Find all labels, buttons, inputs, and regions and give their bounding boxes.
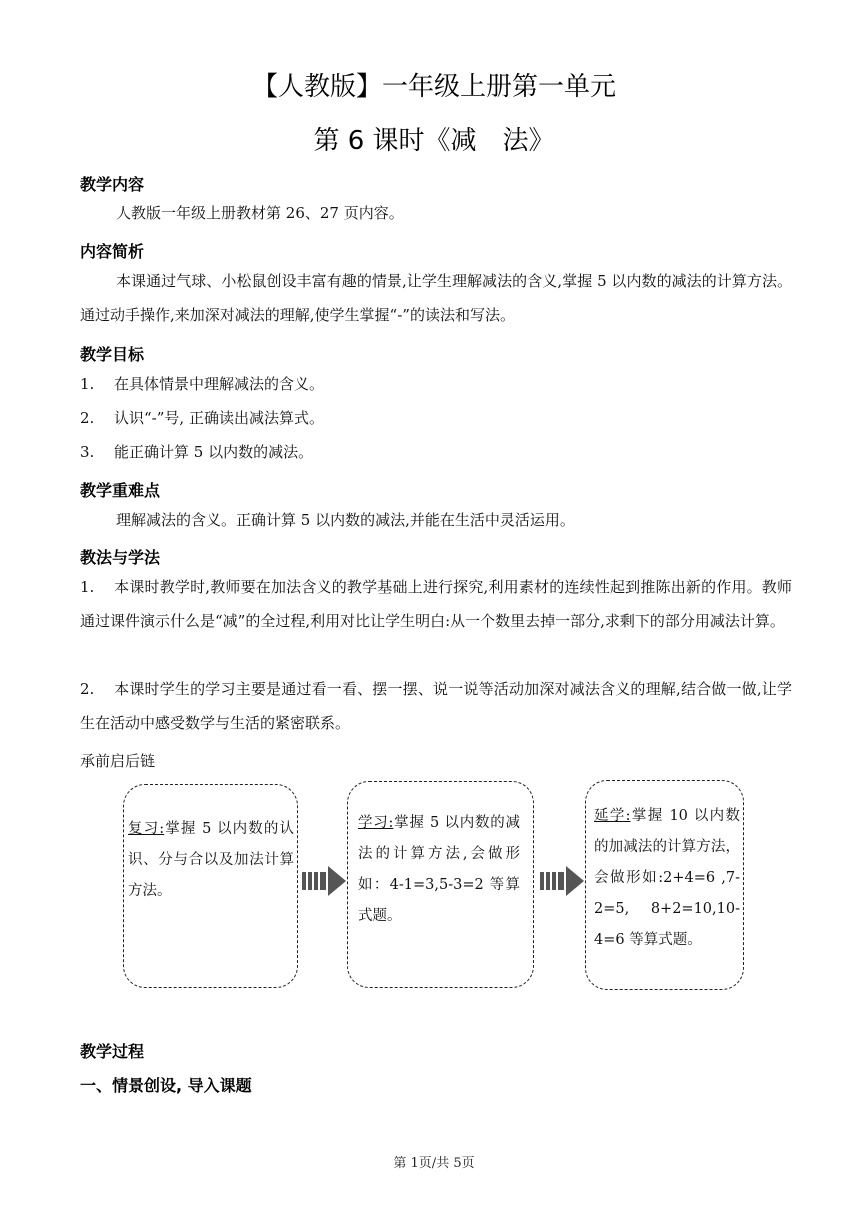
review-box-text — [128, 814, 294, 907]
document-title: 【人教版】一年级上册第一单元 — [251, 72, 616, 102]
goal-item-number: 1. — [80, 375, 95, 393]
heading-teaching-content: 教学内容 — [80, 175, 145, 194]
extend-box — [585, 780, 744, 990]
goal-item — [80, 435, 792, 469]
goal-item-number: 3. — [80, 443, 95, 461]
heading-methods: 教法与学法 — [80, 548, 161, 567]
learn-box — [347, 781, 534, 988]
method-item-number: 2. — [80, 680, 95, 698]
heading-content-analysis: 内容简析 — [80, 242, 145, 261]
goal-item-text: 在具体情景中理解减法的含义。 — [114, 375, 325, 393]
learn-prefix: 学习: — [358, 815, 394, 831]
page-footer: 第 1页/共 5页 — [393, 1156, 475, 1171]
learn-content: 掌握 5 以内数的减法的计算方法,会做形如：4-1=3,5-3=2 等算式题。 — [358, 815, 520, 924]
goal-item-text: 能正确计算 5 以内数的减法。 — [114, 443, 314, 461]
heading-teaching-goals: 教学目标 — [80, 345, 145, 364]
lesson-title: 第 6 课时《减 法》 — [313, 126, 555, 156]
heading-scene-intro: 一、情景创设, 导入课题 — [80, 1076, 252, 1095]
heading-key-points: 教学重难点 — [80, 481, 161, 500]
review-box — [123, 784, 298, 988]
extend-box-text — [594, 801, 740, 956]
method-item-number: 1. — [80, 578, 95, 596]
goal-item-number: 2. — [80, 409, 95, 427]
teaching-content-text: 人教版一年级上册教材第 26、27 页内容。 — [116, 204, 404, 222]
key-points-text: 理解减法的含义。正确计算 5 以内数的减法,并能在生活中灵活运用。 — [116, 511, 575, 529]
learn-box-text — [358, 808, 520, 932]
review-prefix: 复习: — [128, 821, 165, 837]
content-analysis-text: 本课通过气球、小松鼠创设丰富有趣的情景,让学生理解减法的含义,掌握 5 以内数的减法的计算方法。通过动手操作,来加深对减法的理解,使学生掌握“-”的读法和写法。 — [80, 272, 792, 324]
chain-label: 承前启后链 — [80, 752, 156, 770]
method-item-text: 本课时教学时,教师要在加法含义的教学基础上进行探究,利用素材的连续性起到推陈出新的作用。教师通过课件演示什么是“减”的全过程,利用对比让学生明白:从一个数里去掉一部分,求剩下的部分用减法计算。 — [80, 578, 792, 630]
method-item-text: 本课时学生的学习主要是通过看一看、摆一摆、说一说等活动加深对减法含义的理解,结合做一做,让学生在活动中感受数学与生活的紧密联系。 — [80, 680, 792, 732]
striped-arrow-icon — [302, 866, 346, 896]
goal-item — [80, 367, 792, 401]
method-item — [80, 672, 792, 740]
goal-item-text: 认识“-”号, 正确读出减法算式。 — [114, 409, 324, 427]
striped-arrow-icon — [540, 866, 584, 896]
heading-teaching-process: 教学过程 — [80, 1042, 145, 1061]
method-item — [80, 570, 792, 638]
extend-prefix: 延学: — [594, 808, 631, 824]
goal-item — [80, 401, 792, 435]
review-content: 掌握 5 以内数的认识、分与合以及加法计算方法。 — [128, 821, 294, 899]
extend-content: 掌握 10 以内数的加减法的计算方法，会做形如:2+4=6 ,7-2=5, 8+2=10,10-4=6 等算式题。 — [594, 808, 741, 948]
